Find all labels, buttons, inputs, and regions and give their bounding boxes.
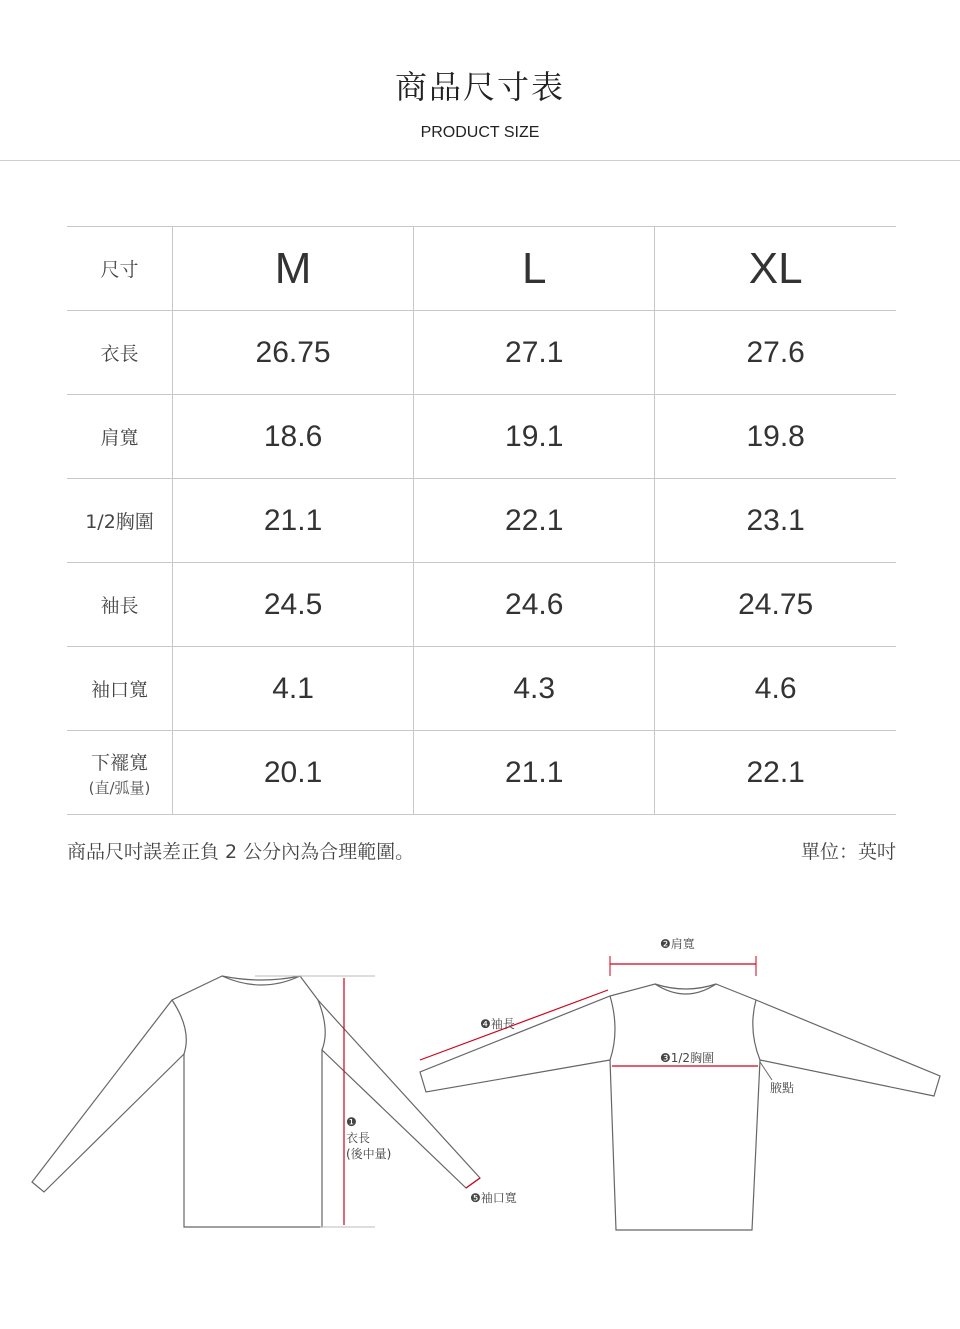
- row-value: 26.75: [173, 311, 414, 395]
- row-value: 22.1: [655, 731, 896, 815]
- row-label: 衣長: [67, 311, 173, 395]
- table-row: [67, 731, 896, 815]
- row-value: 27.1: [414, 311, 655, 395]
- length-label: 衣長: [346, 1131, 371, 1145]
- table-row: [67, 479, 896, 563]
- row-value: 27.6: [655, 311, 896, 395]
- row-label-sub: (直/弧量): [88, 778, 151, 797]
- table-row: [67, 395, 896, 479]
- length-sublabel: (後中量): [346, 1147, 392, 1161]
- size-xl: XL: [655, 227, 896, 311]
- table-row: [67, 311, 896, 395]
- row-label: [67, 731, 173, 815]
- row-value: 24.75: [655, 563, 896, 647]
- row-value: 21.1: [414, 731, 655, 815]
- row-label: 袖口寬: [67, 647, 173, 731]
- sleeve-measure: [420, 990, 608, 1060]
- row-label: 肩寬: [67, 395, 173, 479]
- size-m: M: [173, 227, 414, 311]
- row-value: 4.3: [414, 647, 655, 731]
- length-measure: [255, 976, 391, 1227]
- page-subtitle: PRODUCT SIZE: [420, 124, 540, 141]
- shoulder-label: ❷肩寬: [660, 937, 695, 951]
- cuff-measure: [466, 1178, 517, 1205]
- garment-side-view: [32, 976, 480, 1227]
- header-divider: [0, 160, 960, 161]
- chest-label: ❸1/2胸圍: [660, 1051, 715, 1065]
- row-value: 20.1: [173, 731, 414, 815]
- table-header-label: 尺寸: [67, 227, 173, 311]
- size-l: L: [414, 227, 655, 311]
- size-table: [67, 226, 896, 815]
- row-value: 22.1: [414, 479, 655, 563]
- row-value: 4.1: [173, 647, 414, 731]
- sleeve-label: ❹袖長: [480, 1017, 515, 1031]
- row-value: 24.5: [173, 563, 414, 647]
- tolerance-note: 商品尺吋誤差正負 2 公分內為合理範圍。: [67, 841, 415, 863]
- table-row: [67, 647, 896, 731]
- row-value: 4.6: [655, 647, 896, 731]
- row-value: 24.6: [414, 563, 655, 647]
- row-label: 袖長: [67, 563, 173, 647]
- row-value: 18.6: [173, 395, 414, 479]
- unit-label: 單位：英吋: [800, 841, 896, 863]
- length-marker: ❶: [346, 1115, 357, 1129]
- row-value: 21.1: [173, 479, 414, 563]
- cuff-label: ❺袖口寬: [470, 1191, 517, 1205]
- row-value: 19.8: [655, 395, 896, 479]
- table-header-row: [67, 227, 896, 311]
- table-row: [67, 563, 896, 647]
- page-title: 商品尺寸表: [394, 68, 565, 106]
- shoulder-measure: [610, 936, 756, 976]
- row-label-main: 下襬寬: [90, 751, 148, 774]
- row-label: 1/2胸圍: [67, 479, 173, 563]
- row-value: 19.1: [414, 395, 655, 479]
- measurement-diagram: [0, 920, 960, 1250]
- armpit-point: [760, 1062, 794, 1095]
- row-value: 23.1: [655, 479, 896, 563]
- chest-measure: [612, 1050, 758, 1066]
- armpit-label: 腋點: [770, 1081, 795, 1095]
